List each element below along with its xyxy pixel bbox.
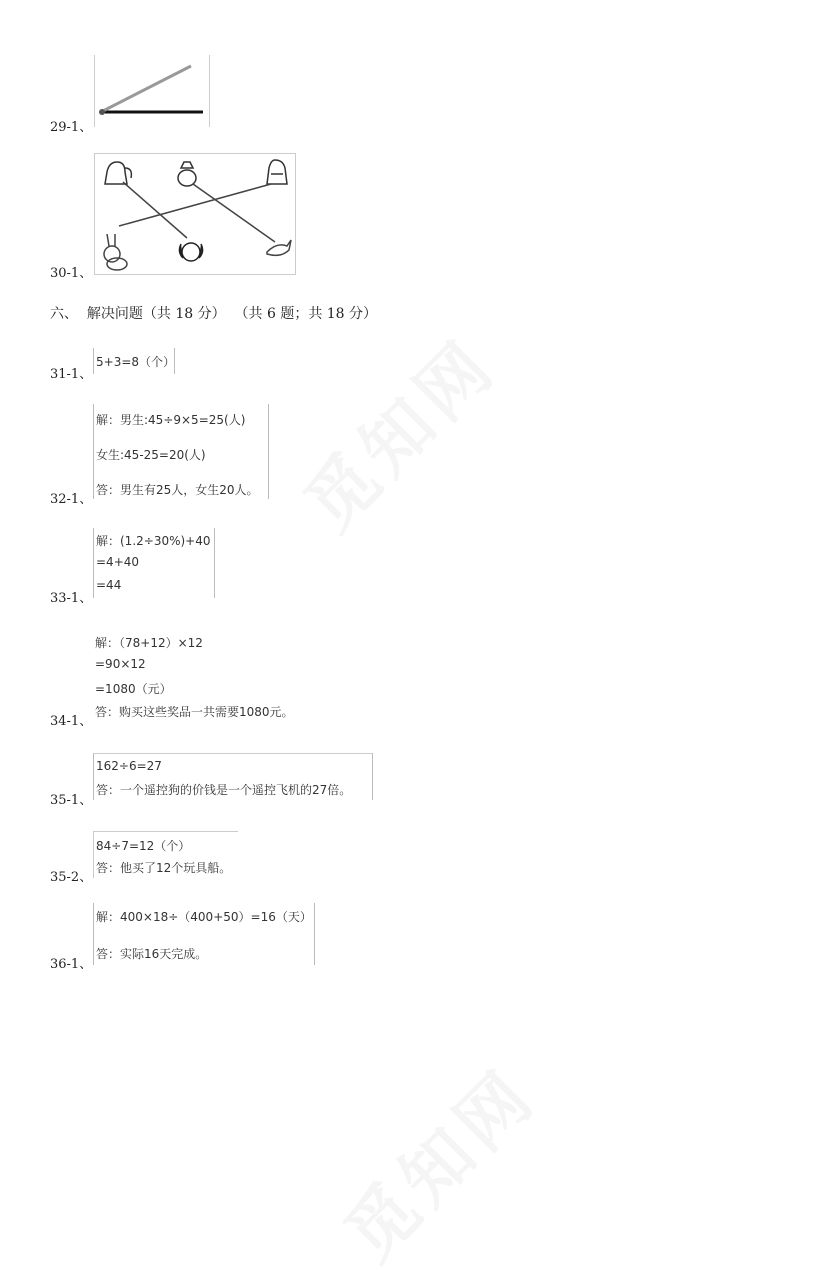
q33-answer-box <box>93 528 215 598</box>
q29-label: 29-1、 <box>50 120 93 135</box>
match-line-pot-bird <box>193 184 275 242</box>
section-heading: 六、 解决问题（共 18 分） （共 6 题；共 18 分） <box>50 306 378 322</box>
answer-line: =44 <box>96 578 122 592</box>
q35-2-answer-box <box>93 831 238 878</box>
q31-answer-box <box>93 348 175 374</box>
matching-diagram <box>95 154 295 274</box>
q32-label: 32-1、 <box>50 492 93 507</box>
angle-diagram <box>95 55 209 127</box>
kettle-icon <box>105 162 131 184</box>
match-line-thermos-rabbit <box>119 184 271 226</box>
answer-line: 答：男生有25人，女生20人。 <box>96 483 259 497</box>
rabbit-icon <box>104 234 127 270</box>
answer-line: 解：男生:45÷9×5=25(人) <box>96 413 246 427</box>
answer-line: 解：400×18÷（400+50）=16（天） <box>96 910 312 924</box>
answer-line: 答：一个遥控狗的价钱是一个遥控飞机的27倍。 <box>96 783 352 797</box>
q30-matching-figure <box>94 153 296 275</box>
answer-line: 答：实际16天完成。 <box>96 947 208 961</box>
answer-line: 答：购买这些奖品一共需要1080元。 <box>95 705 294 719</box>
q34-answer-box <box>93 630 323 722</box>
answer-line: 答：他买了12个玩具船。 <box>96 861 232 875</box>
pot-icon <box>178 162 196 186</box>
q36-answer-box <box>93 903 315 965</box>
q29-angle-figure <box>94 55 210 127</box>
bird-icon <box>267 240 291 255</box>
answer-line: 女生:45-25=20(人) <box>96 448 206 462</box>
q35-1-answer-box <box>93 753 373 800</box>
q32-answer-box <box>93 404 269 499</box>
answer-line: 解：（78+12）×12 <box>95 636 203 650</box>
watermark: 觅知网 <box>289 322 513 547</box>
q36-label: 36-1、 <box>50 957 93 972</box>
answer-line: 解：(1.2÷30%)+40 <box>96 534 211 548</box>
watermark-bottom: 觅知网 <box>329 1052 553 1277</box>
angle-slanted-ray <box>101 66 191 112</box>
q35-2-label: 35-2、 <box>50 870 93 885</box>
answer-line: 5+3=8（个） <box>96 355 176 369</box>
q31-label: 31-1、 <box>50 367 93 382</box>
answer-line: 84÷7=12（个） <box>96 839 191 853</box>
dog-icon <box>179 243 202 261</box>
answer-line: 162÷6=27 <box>96 759 162 773</box>
angle-vertex <box>99 109 105 115</box>
answer-line: =1080（元） <box>95 682 172 696</box>
q34-label: 34-1、 <box>50 714 93 729</box>
thermos-icon <box>267 160 287 184</box>
q35-1-label: 35-1、 <box>50 793 93 808</box>
answer-line: =4+40 <box>96 555 140 569</box>
answer-line: =90×12 <box>95 657 146 671</box>
q33-label: 33-1、 <box>50 591 93 606</box>
q30-label: 30-1、 <box>50 266 93 281</box>
